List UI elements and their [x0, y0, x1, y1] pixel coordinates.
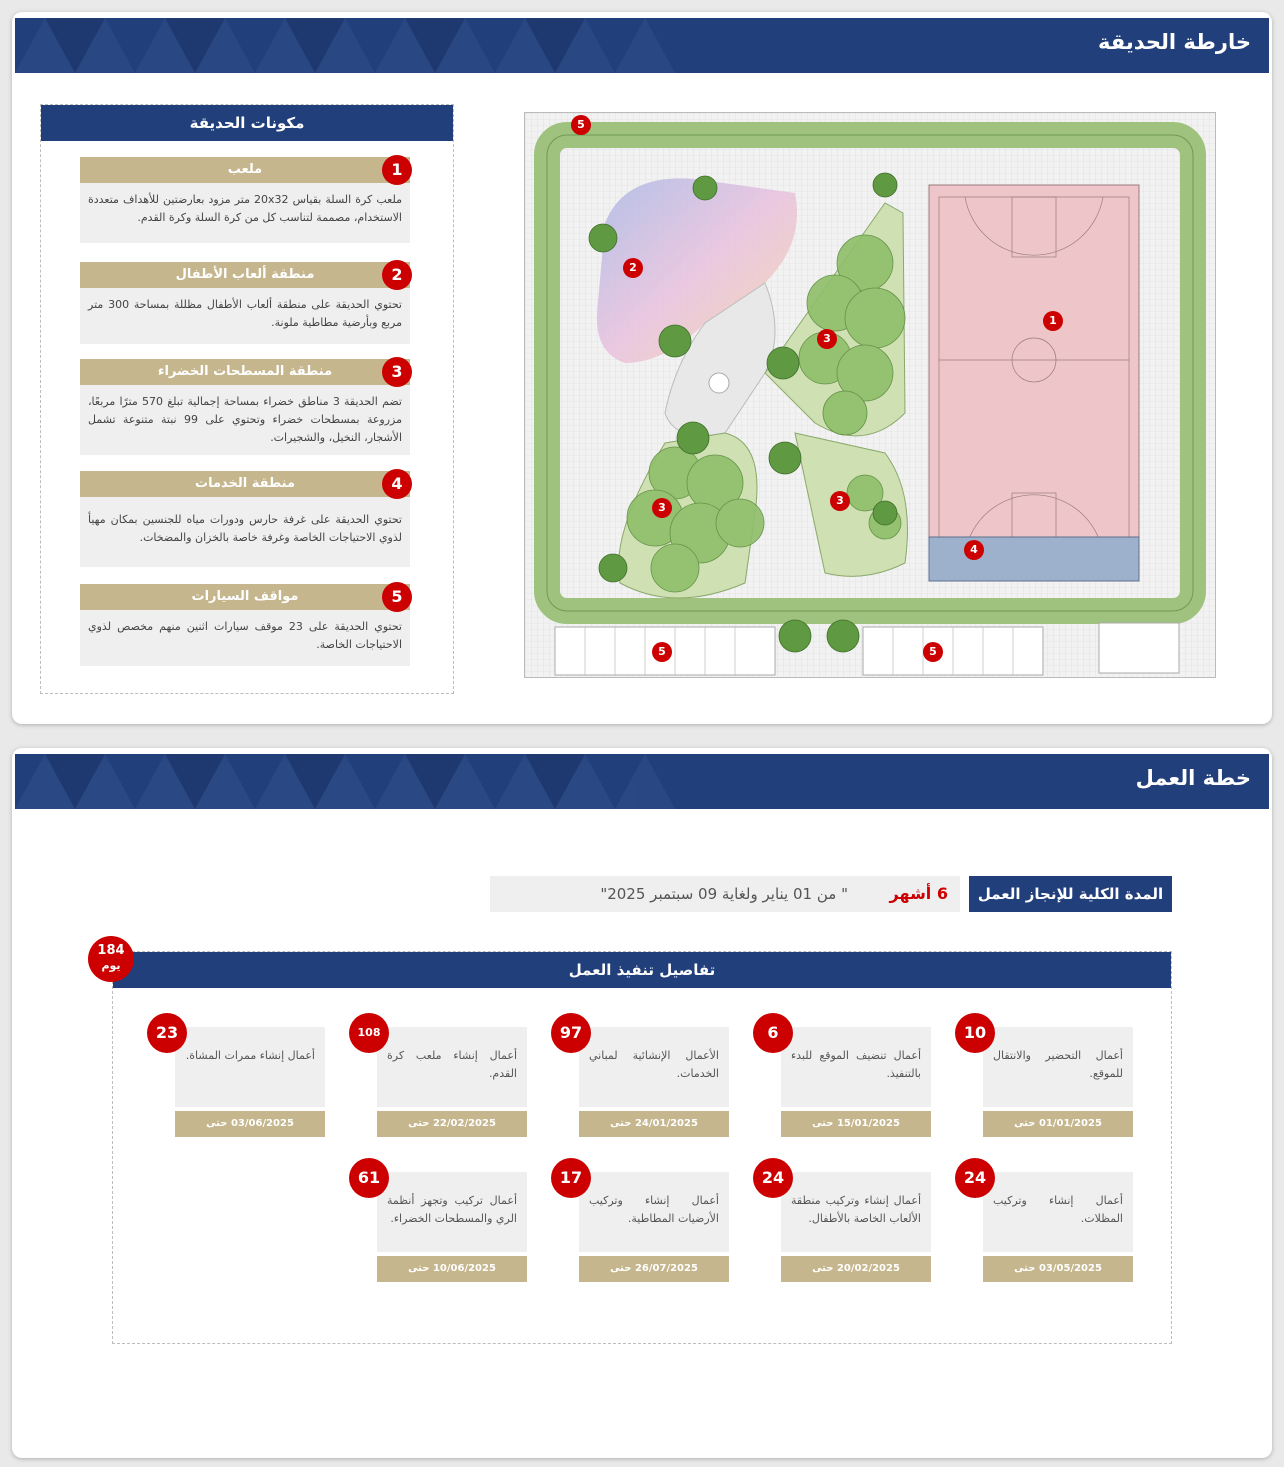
component-title: منطقة الخدمات — [195, 476, 295, 491]
task-dates: 03/05/2025 حتى 19/06/2025 — [983, 1256, 1133, 1282]
duration-label: المدة الكلية للإنجاز العمل — [969, 876, 1172, 912]
map-marker: 5 — [923, 642, 943, 662]
task-dates: 10/06/2025 حتى 09/09/2025 — [377, 1256, 527, 1282]
component-title: ملعب — [227, 162, 263, 177]
task-dates: 22/02/2025 حتى 03/06/2025 — [377, 1111, 527, 1137]
task-card — [963, 1023, 1133, 1155]
site-plan-map — [524, 112, 1216, 678]
task-card — [357, 1026, 527, 1155]
component-item — [80, 157, 410, 243]
details-title: تفاصيل تنفيذ العمل — [113, 952, 1171, 988]
task-days: 24 — [955, 1158, 995, 1198]
section-title: خطة العمل — [1135, 766, 1251, 790]
task-text: الأعمال الإنشائية لمباني الخدمات. — [579, 1027, 729, 1107]
component-text: تحتوي الحديقة على 23 موقف سيارات اثنين منهم مخصص لذوي الاحتياجات الخاصة. — [80, 610, 410, 666]
component-title: منطقة ألعاب الأطفال — [175, 267, 315, 282]
task-card — [963, 1168, 1133, 1300]
task-days: 10 — [955, 1013, 995, 1053]
task-days: 23 — [147, 1013, 187, 1053]
task-dates: 20/02/2025 حتى 30/07/2025 — [781, 1256, 931, 1282]
task-card — [767, 1023, 931, 1155]
component-title: مواقف السيارات — [191, 589, 299, 604]
component-title: منطقة المسطحات الخضراء — [157, 364, 333, 379]
component-text: تضم الحديقة 3 مناطق خضراء بمساحة إجمالية تبلغ 570 مترًا مربعًا، مزروعة بمسطحات خضراء وتحتوي على 99 نبتة متنوعة تشمل الأشجار، النخيل، والشجيرات. — [80, 385, 410, 455]
task-text: أعمال تركيب وتجهز أنظمة الري والمسطحات الخضراء. — [377, 1172, 527, 1252]
task-days: 17 — [551, 1158, 591, 1198]
component-item — [80, 359, 410, 455]
component-number: 1 — [382, 155, 412, 185]
task-text: أعمال إنشاء وتركيب المظلات. — [983, 1172, 1133, 1252]
component-text: تحتوي الحديقة على منطقة ألعاب الأطفال مظللة بمساحة 300 متر مربع وبأرضية مطاطية ملونة. — [80, 288, 410, 344]
task-text: أعمال تنضيف الموقع للبدء بالتنفيذ. — [781, 1027, 931, 1107]
task-days: 24 — [753, 1158, 793, 1198]
task-dates: 24/01/2025 حتى 28/04/2025 — [579, 1111, 729, 1137]
map-marker: 3 — [817, 329, 837, 349]
task-days: 97 — [551, 1013, 591, 1053]
task-text: أعمال إنشاء وتركيب منطقة الألعاب الخاصة بالأطفال. — [781, 1172, 931, 1252]
task-days: 108 — [349, 1013, 389, 1053]
site-plan-drawing — [525, 113, 1215, 677]
components-title: مكونات الحديقة — [41, 105, 453, 141]
task-card — [357, 1168, 527, 1300]
garden-map-panel — [12, 12, 1272, 724]
component-item — [80, 584, 410, 666]
task-card — [559, 1168, 729, 1300]
task-dates: 26/07/2025 حتى 28/08/2025 — [579, 1256, 729, 1282]
component-text: ملعب كرة السلة بقياس 20x32 متر مزود بعارضتين للأهداف متعددة الاستخدام، مصممة لتناسب كل من كرة السلة وكرة القدم. — [80, 183, 410, 243]
component-number: 2 — [382, 260, 412, 290]
task-card — [761, 1168, 931, 1300]
component-item — [80, 262, 410, 344]
task-days: 61 — [349, 1158, 389, 1198]
task-dates: 01/01/2025 حتى 15/01/2025 — [983, 1111, 1133, 1137]
garden-map-header — [15, 18, 1269, 73]
work-plan-header — [15, 754, 1269, 809]
page-title: خارطة الحديقة — [1097, 30, 1251, 54]
map-marker: 4 — [964, 540, 984, 560]
components-list — [40, 104, 454, 694]
map-marker: 1 — [1043, 311, 1063, 331]
total-days-badge — [88, 936, 134, 982]
task-dates: 03/06/2025 حتى 30/06/2025 — [175, 1111, 325, 1137]
component-number: 5 — [382, 582, 412, 612]
map-marker: 3 — [830, 491, 850, 511]
component-text: تحتوي الحديقة على غرفة حارس ودورات مياه للجنسين بمكان مهيأ لذوي الاحتياجات الخاصة وغرفة خاصة بالخزان والمضخات. — [80, 497, 410, 567]
map-marker: 3 — [652, 498, 672, 518]
component-number: 4 — [382, 469, 412, 499]
map-marker: 5 — [652, 642, 672, 662]
component-number: 3 — [382, 357, 412, 387]
task-text: أعمال إنشاء ملعب كرة القدم. — [377, 1027, 527, 1107]
component-item — [80, 471, 410, 567]
header-pattern-icon — [15, 754, 1269, 809]
task-text: أعمال إنشاء وتركيب الأرضيات المطاطية. — [579, 1172, 729, 1252]
work-details — [112, 951, 1172, 1344]
task-card — [155, 1023, 325, 1155]
task-dates: 15/01/2025 حتى 22/01/2025 — [781, 1111, 931, 1137]
work-plan-panel — [12, 748, 1272, 1458]
map-marker: 2 — [623, 258, 643, 278]
duration-box — [490, 876, 960, 912]
task-text: أعمال إنشاء ممرات المشاة. — [175, 1027, 325, 1107]
header-pattern-icon — [15, 18, 1269, 73]
task-text: أعمال التحضير والانتقال للموقع. — [983, 1027, 1133, 1107]
map-marker: 5 — [571, 115, 591, 135]
total-days-unit: يوم — [101, 959, 121, 972]
duration-range: " من 01 يناير ولغاية 09 سبتمبر 2025" — [600, 885, 848, 903]
total-days-value: 184 — [97, 943, 125, 958]
task-card — [559, 1023, 729, 1155]
task-days: 6 — [753, 1013, 793, 1053]
duration-value: 6 أشهر — [889, 884, 948, 903]
